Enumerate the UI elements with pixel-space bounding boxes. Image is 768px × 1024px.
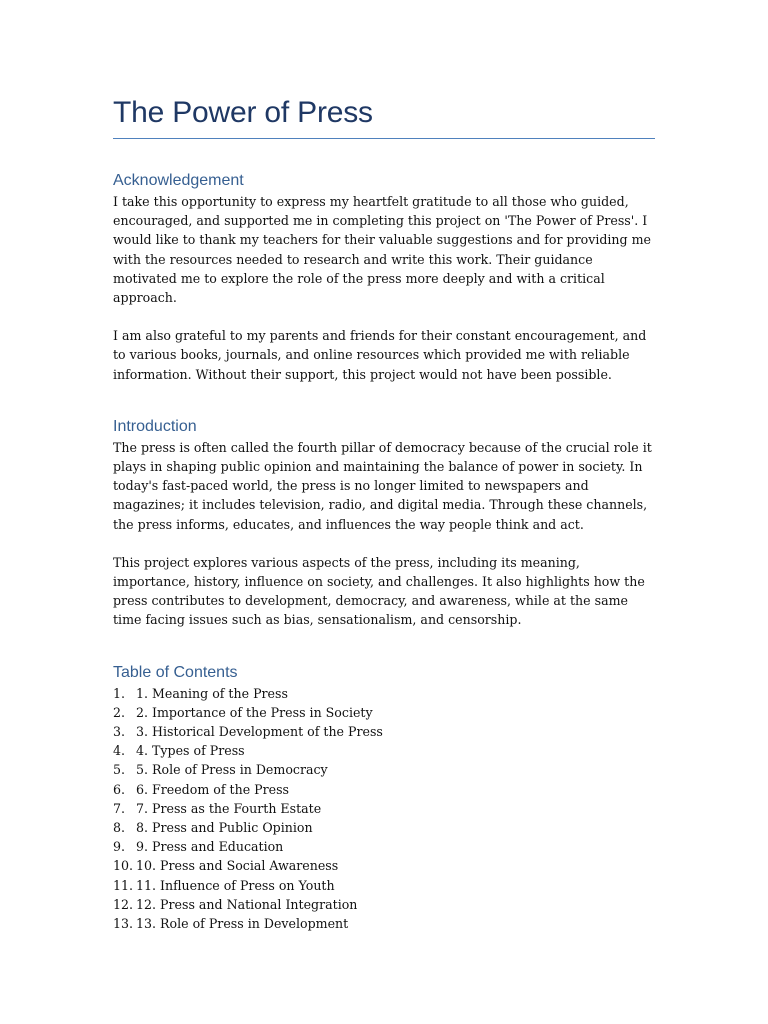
toc-item-number: 6.: [113, 781, 126, 797]
toc-item: [113, 780, 655, 799]
toc-item-label: 2. Importance of the Press in Society: [136, 704, 373, 720]
toc-item: [113, 837, 655, 856]
toc-item: [113, 760, 655, 779]
toc-item-number: 8.: [113, 820, 126, 836]
toc-item-number: 1.: [113, 685, 126, 701]
toc-item-number: 13.: [113, 916, 134, 932]
toc-item-label: 7. Press as the Fourth Estate: [136, 800, 322, 816]
toc-item-number: 5.: [113, 762, 126, 778]
document-page: [113, 92, 655, 933]
toc-item-number: 11.: [113, 877, 134, 893]
toc-item: [113, 876, 655, 895]
toc-item-label: 8. Press and Public Opinion: [136, 820, 313, 836]
toc-item: [113, 818, 655, 837]
toc-item: [113, 799, 655, 818]
toc-item-number: 10.: [113, 858, 134, 874]
toc-item-number: 9.: [113, 839, 126, 855]
toc-item-label: 3. Historical Development of the Press: [136, 724, 383, 740]
toc-item-number: 12.: [113, 896, 134, 912]
toc-item-label: 9. Press and Education: [136, 839, 284, 855]
toc-item-number: 3.: [113, 724, 126, 740]
table-of-contents-list: [113, 684, 655, 934]
table-of-contents-section: [113, 662, 655, 934]
acknowledgement-paragraph-1: I take this opportunity to express my heartfelt gratitude to all those who guided, encouraged, and supported me in completing this project on 'The Power of Press'. I would like to thank my teachers for their valuable suggestions and for providing me with the resources needed to research and write this work. Their guidance motivated me to explore the role of the press more deeply and with a critical approach.: [113, 194, 652, 306]
toc-item-label: 1. Meaning of the Press: [136, 685, 288, 701]
toc-item-label: 10. Press and Social Awareness: [136, 858, 339, 874]
toc-item-number: 4.: [113, 743, 126, 759]
toc-item-label: 13. Role of Press in Development: [136, 916, 349, 932]
toc-item: [113, 895, 655, 914]
introduction-paragraph-2: This project explores various aspects of the press, including its meaning, importance, history, influence on society, and challenges. It also highlights how the press contributes to development, democracy, and awareness, while at the same time facing issues such as bias, sensationalism, and censorship.: [113, 554, 645, 628]
toc-item: [113, 914, 655, 933]
acknowledgement-paragraph-2: I am also grateful to my parents and friends for their constant encouragement, and to various books, journals, and online resources which provided me with reliable information. Without their support, this project would not have been possible.: [113, 328, 647, 382]
toc-item-label: 4. Types of Press: [136, 743, 245, 759]
introduction-section: [113, 416, 655, 630]
toc-item: [113, 741, 655, 760]
toc-item-number: 2.: [113, 704, 126, 720]
toc-item-number: 7.: [113, 800, 126, 816]
toc-item-label: 5. Role of Press in Democracy: [136, 762, 328, 778]
toc-item: [113, 856, 655, 875]
toc-item-label: 11. Influence of Press on Youth: [136, 877, 335, 893]
table-of-contents-heading: Table of Contents: [113, 663, 238, 681]
toc-item: [113, 722, 655, 741]
document-title: The Power of Press: [113, 92, 655, 139]
toc-item-label: 6. Freedom of the Press: [136, 781, 290, 797]
toc-item-label: 12. Press and National Integration: [136, 896, 358, 912]
introduction-heading: Introduction: [113, 417, 197, 435]
introduction-paragraph-1: The press is often called the fourth pillar of democracy because of the crucial role it plays in shaping public opinion and maintaining the balance of power in society. In today's fast-paced world, the press is no longer limited to newspapers and magazines; it includes television, radio, and digital media. Through these channels, the press informs, educates, and influences the way people think and act.: [113, 439, 652, 532]
toc-item: [113, 684, 655, 703]
toc-item: [113, 703, 655, 722]
acknowledgement-section: [113, 170, 655, 384]
acknowledgement-heading: Acknowledgement: [113, 172, 244, 189]
